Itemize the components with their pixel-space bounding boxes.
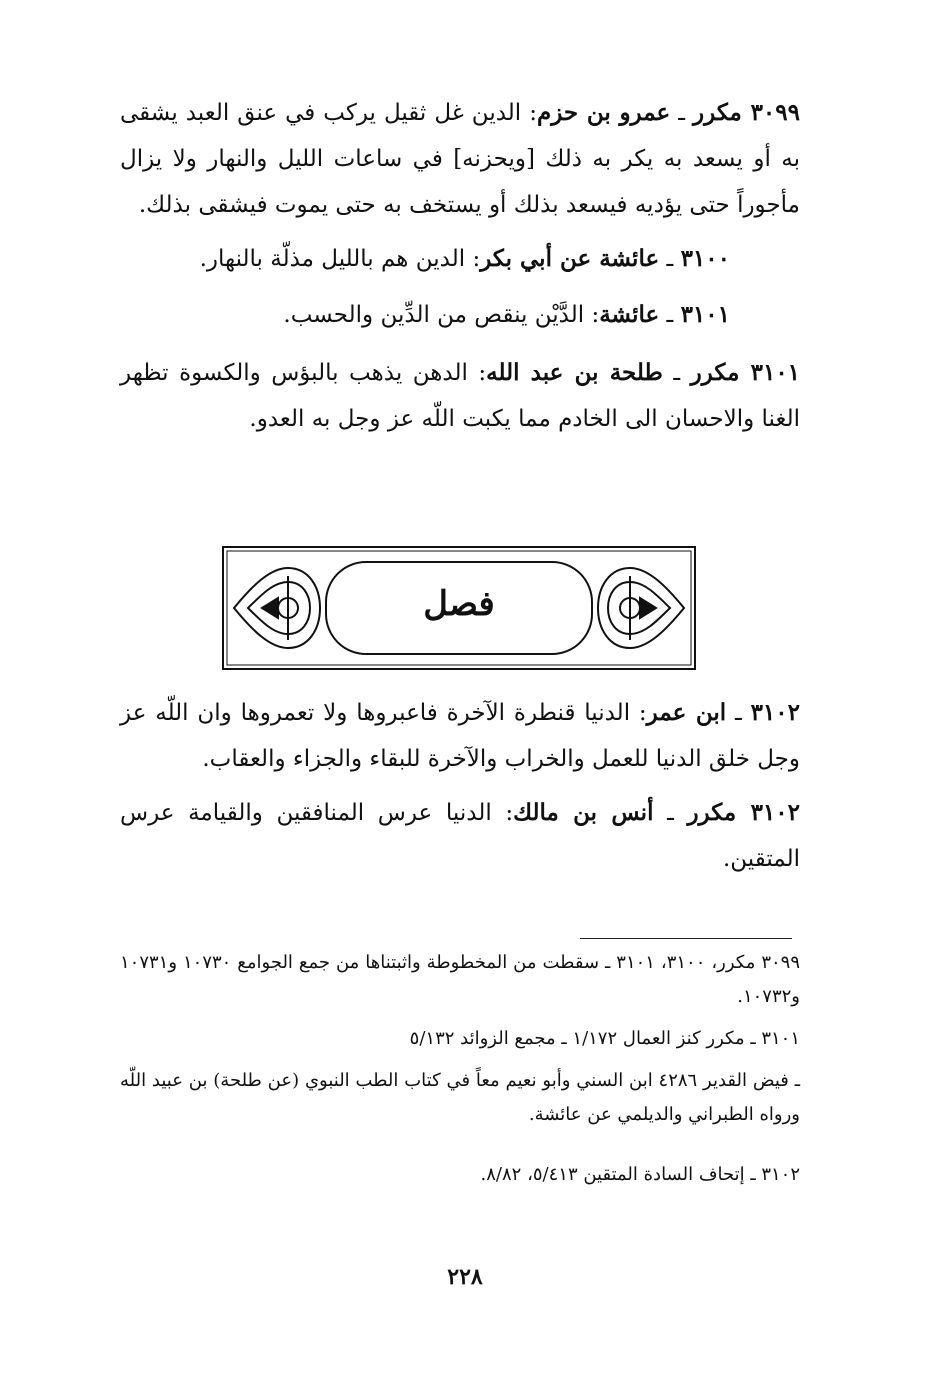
footnote: ٣١٠٢ ـ إتحاف السادة المتقين ٥/٤١٣، ٨/٨٢.: [480, 1164, 800, 1185]
entry-number: ٣٠٩٩ مكرر: [693, 99, 800, 126]
entry-number: ٣١٠٢: [750, 699, 800, 726]
entry-text: الدنيا عرس المنافقين والقيامة عرس المتقين.: [120, 800, 800, 872]
entry-number: ٣١٠١: [680, 301, 730, 328]
entry-narrator: ابن عمر: [646, 699, 727, 726]
entry-narrator: عائشة عن أبي بكر: [480, 245, 660, 272]
entry-text: الدين هم بالليل مذلّة بالنهار.: [199, 246, 466, 272]
entry-text: الدهن يذهب بالبؤس والكسوة تظهر الغنا والاحسان الى الخادم مما يكبت اللّه عز وجل به العدو.: [120, 360, 800, 432]
hadith-entry: ٣١٠١ ـ عائشة: الدَّيْن ينقص من الدِّين والحسب.: [283, 301, 730, 328]
page-number: ٢٢٨: [447, 1264, 483, 1290]
entries-top: [120, 90, 800, 442]
hadith-entry: ٣١٠٢ ـ ابن عمر: الدنيا قنطرة الآخرة فاعبروها ولا تعمروها وان اللّه عز وجل خلق الدنيا للعمل والخراب والآخرة للبقاء والجزاء والعقاب.: [120, 699, 800, 772]
hadith-entry: ٣١٠١ مكرر ـ طلحة بن عبد الله: الدهن يذهب بالبؤس والكسوة تظهر الغنا والاحسان الى الخادم مما يكبت اللّه عز وجل به العدو.: [120, 359, 801, 432]
footnote: ـ فيض القدير ٤٢٨٦ ابن السني وأبو نعيم معاً في كتاب الطب النبوي (عن طلحة) بن عبيد اللّه ورواه الطبراني والديلمي عن عائشة.: [120, 1070, 800, 1125]
entry-text: الدين غل ثقيل يركب في عنق العبد يشقى به أو يسعد به يكر به ذلك [ويحزنه] في ساعات الليل والنهار ولا يزال مأجوراً حتى يؤديه فيسعد بذلك أو يستخف به حتى يموت فيشقى بذلك.: [120, 100, 800, 218]
hadith-entry: ٣٠٩٩ مكرر ـ عمرو بن حزم: الدين غل ثقيل يركب في عنق العبد يشقى به أو يسعد به يكر به ذلك [ويحزنه] في ساعات الليل والنهار ولا يزال مأجوراً حتى يؤديه فيسعد بذلك أو يستخف به حتى يموت فيشقى بذلك.: [120, 99, 800, 218]
entry-narrator: أنس بن مالك: [513, 799, 654, 826]
entries-bottom: [120, 690, 800, 882]
entry-narrator: عائشة: [599, 301, 660, 328]
entry-narrator: طلحة بن عبد الله: [486, 359, 663, 386]
footnote: ٣١٠١ ـ مكرر كنز العمال ١/١٧٢ ـ مجمع الزوائد ٥/١٣٢: [409, 1028, 800, 1049]
entry-number: ٣١٠٢ مكرر: [687, 799, 800, 826]
hadith-entry: ٣١٠٢ مكرر ـ أنس بن مالك: الدنيا عرس المنافقين والقيامة عرس المتقين.: [120, 799, 800, 872]
entry-text: الدنيا قنطرة الآخرة فاعبروها ولا تعمروها وان اللّه عز وجل خلق الدنيا للعمل والخراب والآخرة للبقاء والجزاء والعقاب.: [120, 700, 800, 772]
section-title: فصل: [423, 584, 495, 624]
entry-number: ٣١٠١ مكرر: [690, 359, 801, 386]
footnote-divider: [580, 938, 792, 939]
entry-text: الدَّيْن ينقص من الدِّين والحسب.: [283, 302, 585, 328]
entry-number: ٣١٠٠: [680, 245, 730, 272]
entry-narrator: عمرو بن حزم: [536, 99, 671, 126]
hadith-entry: ٣١٠٠ ـ عائشة عن أبي بكر: الدين هم بالليل مذلّة بالنهار.: [199, 245, 730, 272]
footnote: ٣٠٩٩ مكرر، ٣١٠٠، ٣١٠١ ـ سقطت من المخطوطة واثبتناها من جمع الجوامع ١٠٧٣٠ و١٠٧٣١ و١٠٧٣٢.: [120, 952, 800, 1007]
